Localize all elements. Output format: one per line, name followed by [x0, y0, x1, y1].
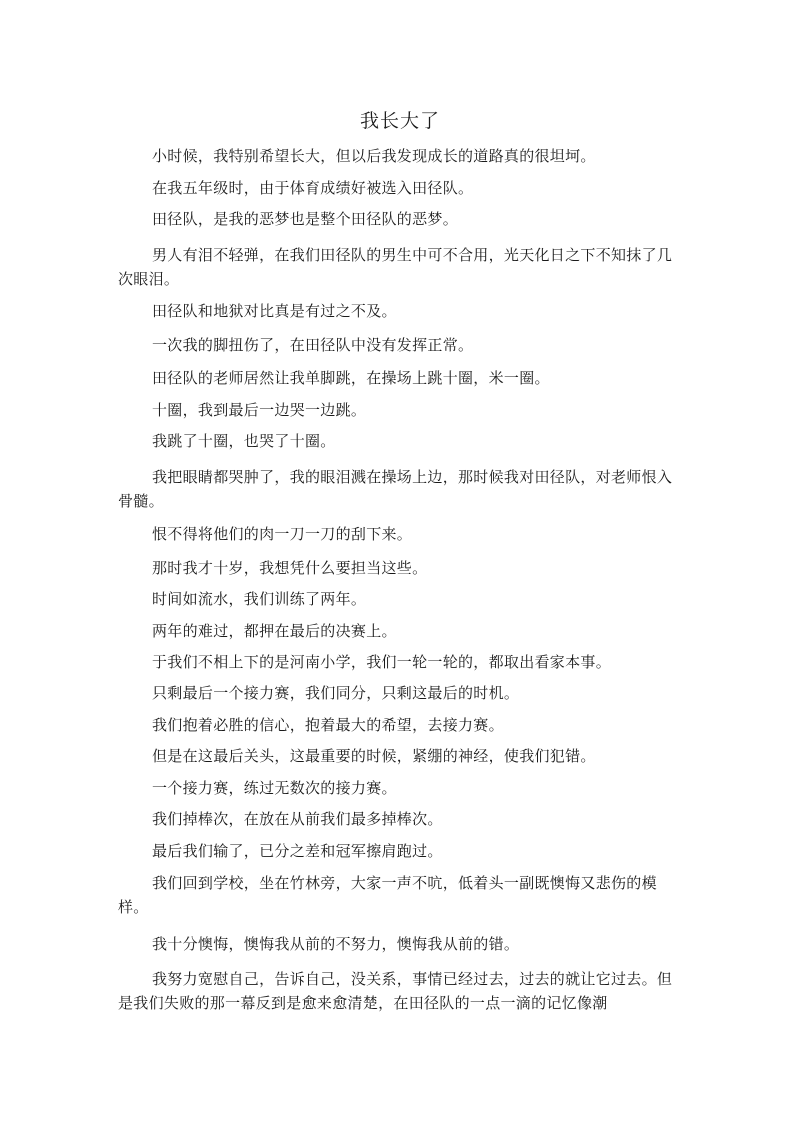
paragraph: 我努力宽慰自己，告诉自己，没关系，事情已经过去，过去的就让它过去。但是我们失败的那一幕反到是愈来愈清楚，在田径队的一点一滴的记忆像潮 — [118, 970, 673, 1012]
paragraph: 只剩最后一个接力赛，我们同分，只剩这最后的时机。 — [152, 684, 520, 702]
paragraph: 时间如流水，我们训练了两年。 — [152, 590, 367, 608]
document-title: 我长大了 — [359, 110, 440, 132]
paragraph: 那时我才十岁，我想凭什么要担当这些。 — [152, 559, 428, 577]
paragraph: 但是在这最后关头，这最重要的时候，紧绷的神经，使我们犯错。 — [152, 747, 596, 765]
paragraph: 在我五年级时，由于体育成绩好被选入田径队。 — [152, 179, 474, 197]
paragraph: 一个接力赛，练过无数次的接力赛。 — [152, 779, 397, 797]
paragraph: 小时候，我特别希望长大，但以后我发现成长的道路真的很坦坷。 — [152, 147, 596, 165]
paragraph: 田径队和地狱对比真是有过之不及。 — [152, 302, 397, 320]
paragraph: 田径队，是我的恶梦也是整个田径队的恶梦。 — [152, 210, 459, 228]
paragraph: 我们掉棒次，在放在从前我们最多掉棒次。 — [152, 810, 443, 828]
paragraph: 田径队的老师居然让我单脚跳，在操场上跳十圈，米一圈。 — [152, 369, 550, 387]
paragraph: 我把眼睛都哭肿了，我的眼泪溅在操场上边，那时候我对田径队，对老师恨入骨髓。 — [118, 468, 673, 510]
paragraph: 两年的难过，都押在最后的决赛上。 — [152, 622, 397, 640]
paragraph: 恨不得将他们的肉一刀一刀的刮下来。 — [152, 525, 413, 543]
paragraph: 于我们不相上下的是河南小学，我们一轮一轮的，都取出看家本事。 — [152, 653, 612, 671]
paragraph: 一次我的脚扭伤了，在田径队中没有发挥正常。 — [152, 336, 474, 354]
paragraph: 最后我们输了，已分之差和冠军擦肩跑过。 — [152, 842, 443, 860]
paragraph: 我跳了十圈，也哭了十圈。 — [152, 432, 336, 450]
paragraph: 我们回到学校，坐在竹林旁，大家一声不吭，低着头一副既懊悔又悲伤的模样。 — [118, 874, 657, 916]
paragraph: 我十分懊悔，懊悔我从前的不努力，懊悔我从前的错。 — [152, 935, 520, 953]
paragraph: 我们抱着必胜的信心，抱着最大的希望，去接力赛。 — [152, 716, 504, 734]
paragraph: 男人有泪不轻弹，在我们田径队的男生中可不合用，光天化日之下不知抹了几次眼泪。 — [118, 246, 673, 288]
paragraph: 十圈，我到最后一边哭一边跳。 — [152, 401, 367, 419]
